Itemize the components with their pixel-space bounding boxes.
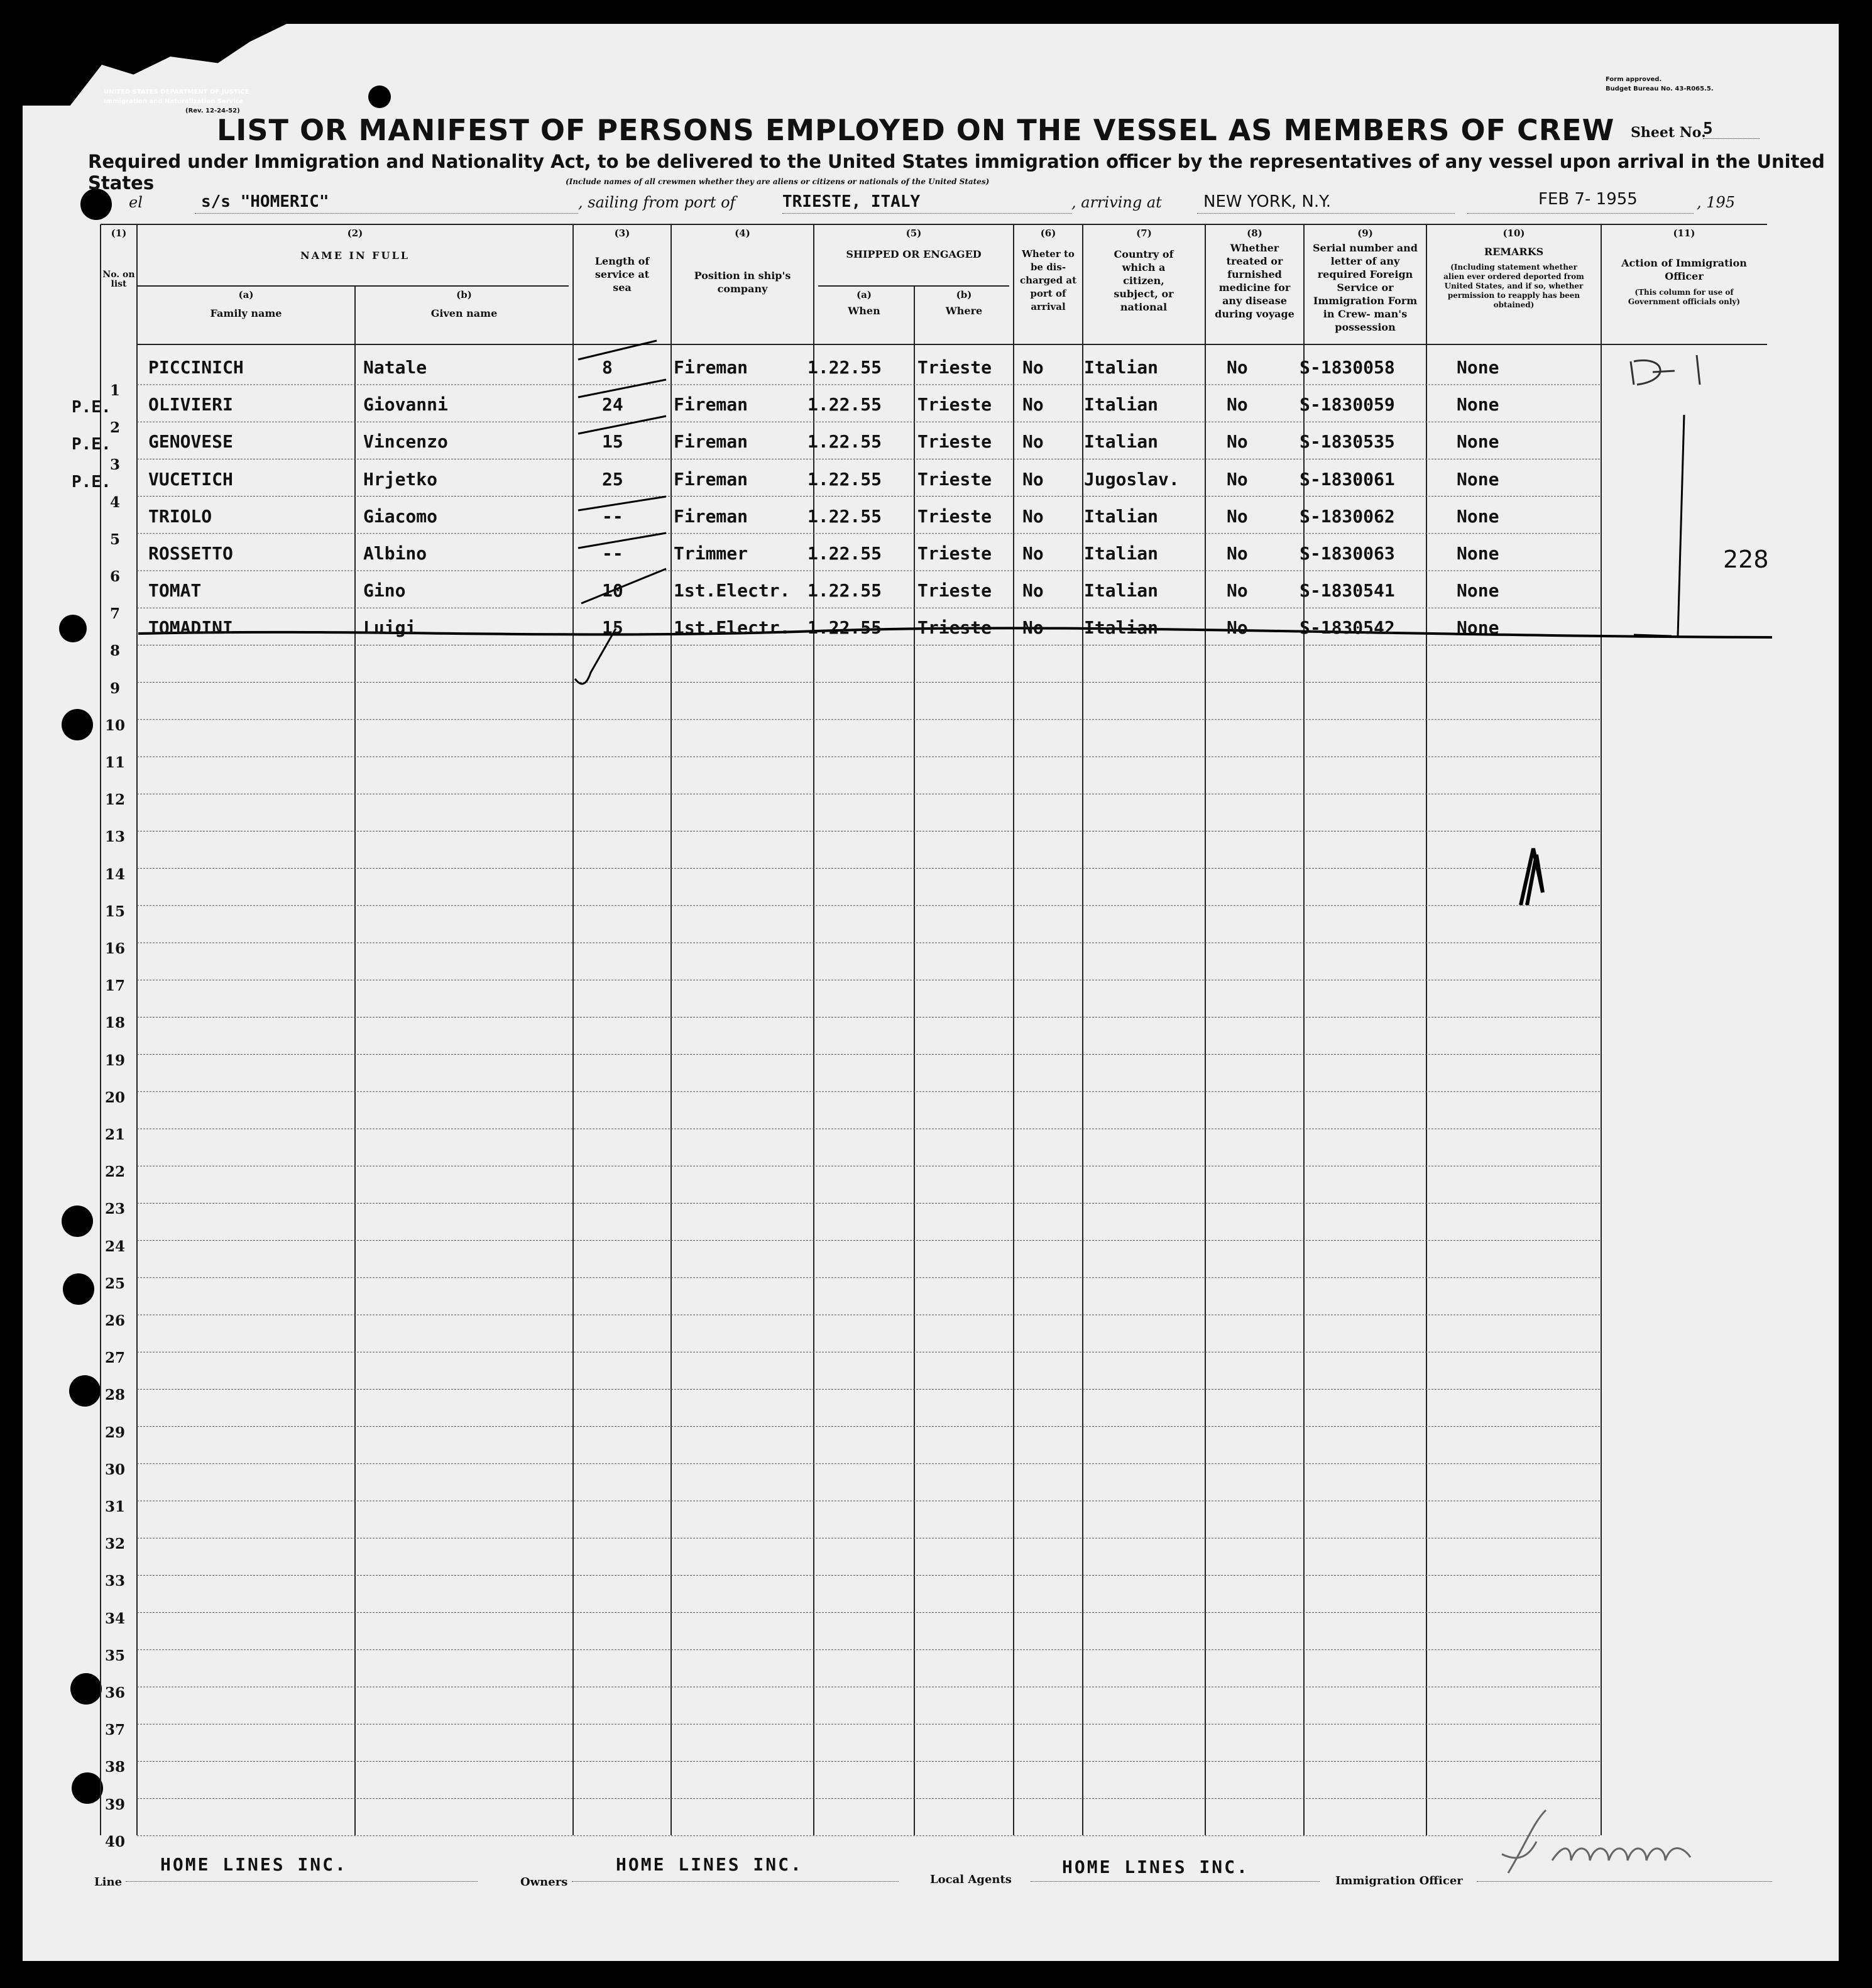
serial-number-cell: S-1830058 <box>1300 357 1395 378</box>
shipped-when-cell: 1.22.55 <box>807 543 882 564</box>
owners-underline <box>572 1881 899 1882</box>
col5-header: SHIPPED OR ENGAGED <box>846 248 982 260</box>
position-cell: Trimmer <box>674 543 748 564</box>
sheet-number: 5 <box>1703 119 1760 139</box>
col5a-number: (a) <box>857 289 872 300</box>
length-of-service-cell: 24 <box>602 394 623 415</box>
position-cell: Fireman <box>674 431 748 453</box>
given-name-cell: Gino <box>363 580 406 601</box>
length-of-service-cell: 15 <box>602 431 623 453</box>
col3-header: Length of service at sea <box>594 255 650 294</box>
country-cell: Italian <box>1084 394 1159 415</box>
serial-number-cell: S-1830061 <box>1300 468 1395 490</box>
pe-mark: P.E. <box>72 398 111 417</box>
serial-number-cell: S-1830059 <box>1300 394 1395 415</box>
row-number: 15 <box>104 903 125 920</box>
shipped-when-cell: 1.22.55 <box>807 394 882 415</box>
position-cell: Fireman <box>674 505 748 527</box>
shipped-where-cell: Trieste <box>917 357 992 378</box>
family-name-cell: PICCINICH <box>148 357 244 378</box>
family-name-cell: VUCETICH <box>148 468 233 490</box>
discharged-cell: No <box>1022 431 1044 453</box>
discharged-cell: No <box>1022 505 1044 527</box>
page-subtitle: Required under Immigration and Nationality Act, to be delivered to the United States immigration officer by the representatives of any vessel upon arrival in the United States <box>88 151 1825 194</box>
family-name-cell: TOMAT <box>148 580 202 601</box>
vessel-label: el <box>129 194 143 211</box>
pe-mark: P.E. <box>72 472 111 492</box>
length-of-service-cell: 25 <box>602 468 623 490</box>
discharged-cell: No <box>1022 468 1044 490</box>
sailing-label: , sailing from port of <box>578 194 736 211</box>
col5a-header: When <box>848 305 880 317</box>
shipped-when-cell: 1.22.55 <box>807 357 882 378</box>
row-number: 11 <box>104 754 125 771</box>
col5b-header: Where <box>945 305 983 317</box>
count-annotation: 228 <box>1723 546 1769 573</box>
length-of-service-cell: 10 <box>602 580 623 601</box>
col5b-number: (b) <box>956 289 972 300</box>
row-number: 1 <box>109 382 120 399</box>
col10-number: (10) <box>1503 228 1525 239</box>
row-number: 6 <box>109 568 120 585</box>
shipped-where-cell: Trieste <box>917 468 992 490</box>
treated-cell: No <box>1227 543 1248 564</box>
col5-number: (5) <box>906 228 922 239</box>
given-name-cell: Hrjetko <box>363 468 438 490</box>
treated-cell: No <box>1227 431 1248 453</box>
row-number: 36 <box>104 1684 125 1701</box>
treated-cell: No <box>1227 505 1248 527</box>
given-name-cell: Albino <box>363 543 427 564</box>
pe-mark: P.E. <box>72 435 111 454</box>
serial-number-cell: S-1830062 <box>1300 505 1395 527</box>
col10-header: REMARKS <box>1484 246 1544 258</box>
departure-port: TRIESTE, ITALY <box>782 192 921 211</box>
position-cell: Fireman <box>674 468 748 490</box>
shipped-where-cell: Trieste <box>917 580 992 601</box>
row-number: 14 <box>104 865 125 883</box>
row-number: 4 <box>109 493 120 511</box>
col8-header: Whether treated or furnished medicine for any disease during voyage <box>1215 242 1295 320</box>
row-number: 40 <box>104 1833 125 1850</box>
row-number: 16 <box>104 940 125 957</box>
agency-name: UNITED STATES DEPARTMENT OF JUSTICE <box>104 89 249 96</box>
col2a-number: (a) <box>238 289 254 300</box>
remarks-cell: None <box>1457 468 1499 490</box>
shipped-where-cell: Trieste <box>917 431 992 453</box>
remarks-cell: None <box>1457 505 1499 527</box>
serial-number-cell: S-1830541 <box>1300 580 1395 601</box>
row-number: 31 <box>104 1498 125 1515</box>
page-title: LIST OR MANIFEST OF PERSONS EMPLOYED ON THE VESSEL AS MEMBERS OF CREW <box>217 113 1615 147</box>
treated-cell: No <box>1227 394 1248 415</box>
position-cell: 1st.Electr. <box>674 580 791 601</box>
officer-underline <box>1477 1881 1772 1882</box>
row-number: 24 <box>104 1238 125 1255</box>
row-number: 39 <box>104 1796 125 1813</box>
position-cell: Fireman <box>674 357 748 378</box>
row-number: 8 <box>109 642 120 660</box>
officer-label: Immigration Officer <box>1335 1874 1463 1887</box>
country-cell: Italian <box>1084 617 1159 639</box>
remarks-cell: None <box>1457 394 1499 415</box>
shipped-where-cell: Trieste <box>917 617 992 639</box>
action-annotation <box>1629 352 1669 378</box>
row-number: 10 <box>104 717 125 734</box>
length-of-service-cell: 8 <box>602 357 613 378</box>
shipped-where-cell: Trieste <box>917 543 992 564</box>
shipped-when-cell: 1.22.55 <box>807 617 882 639</box>
budget-bureau: Budget Bureau No. 43-R065.5. <box>1606 85 1714 92</box>
col11-number: (11) <box>1673 228 1695 239</box>
col3-number: (3) <box>614 228 630 239</box>
col11-note: (This column for use of Government officials only) <box>1628 288 1741 306</box>
remarks-cell: None <box>1457 617 1499 639</box>
line-value: HOME LINES INC. <box>160 1854 348 1875</box>
family-name-cell: TRIOLO <box>148 505 212 527</box>
col9-header: Serial number and letter of any required Foreign Service or Immigration Form in Crew- man's possession <box>1312 242 1418 333</box>
row-number: 2 <box>109 419 120 437</box>
col11-header: Action of Immigration Officer <box>1621 257 1747 282</box>
owners-label: Owners <box>520 1875 568 1889</box>
service-name: Immigration and Naturalization Service <box>104 98 244 105</box>
discharged-cell: No <box>1022 617 1044 639</box>
remarks-cell: None <box>1457 431 1499 453</box>
row-number: 27 <box>104 1349 125 1367</box>
row-number: 38 <box>104 1759 125 1776</box>
shipped-when-cell: 1.22.55 <box>807 580 882 601</box>
form-approved: Form approved. <box>1606 76 1662 83</box>
discharged-cell: No <box>1022 580 1044 601</box>
sheet-label: Sheet No. <box>1631 124 1706 141</box>
agents-value: HOME LINES INC. <box>1062 1857 1249 1877</box>
country-cell: Italian <box>1084 357 1159 378</box>
owners-value: HOME LINES INC. <box>616 1854 803 1875</box>
row-number: 26 <box>104 1312 125 1329</box>
row-number: 20 <box>104 1089 125 1106</box>
line-underline <box>126 1881 478 1882</box>
serial-number-cell: S-1830542 <box>1300 617 1395 639</box>
shipped-when-cell: 1.22.55 <box>807 431 882 453</box>
family-name-cell: GENOVESE <box>148 431 233 453</box>
col6-number: (6) <box>1040 228 1056 239</box>
margin-scribble <box>1514 848 1538 892</box>
form-revision: (Rev. 12-24-52) <box>185 107 240 114</box>
col4-number: (4) <box>735 228 750 239</box>
row-number: 30 <box>104 1461 125 1478</box>
family-name-cell: ROSSETTO <box>148 543 233 564</box>
col7-header: Country of which a citizen, subject, or national <box>1114 248 1174 313</box>
row-number: 28 <box>104 1387 125 1404</box>
given-name-cell: Giovanni <box>363 394 448 415</box>
shipped-where-cell: Trieste <box>917 505 992 527</box>
col2b-header: Given name <box>430 307 498 319</box>
length-of-service-cell: 15 <box>602 617 623 639</box>
col1-header: No. on list <box>102 270 135 289</box>
row-number: 29 <box>104 1424 125 1441</box>
serial-number-cell: S-1830063 <box>1300 543 1395 564</box>
shipped-where-cell: Trieste <box>917 394 992 415</box>
row-number: 17 <box>104 977 125 995</box>
country-cell: Italian <box>1084 543 1159 564</box>
col7-number: (7) <box>1136 228 1152 239</box>
agents-underline <box>1031 1881 1320 1882</box>
col4-header: Position in ship's company <box>694 270 791 295</box>
row-number: 18 <box>104 1014 125 1032</box>
remarks-cell: None <box>1457 357 1499 378</box>
officer-signature <box>1502 1810 1766 1879</box>
line-label: Line <box>94 1875 123 1889</box>
treated-cell: No <box>1227 617 1248 639</box>
row-number: 3 <box>109 456 120 474</box>
country-cell: Jugoslav. <box>1084 468 1180 490</box>
col2-number: (2) <box>347 228 363 239</box>
year-suffix: , 195 <box>1697 194 1736 211</box>
shipped-when-cell: 1.22.55 <box>807 468 882 490</box>
family-name-cell: OLIVIERI <box>148 394 233 415</box>
country-cell: Italian <box>1084 580 1159 601</box>
agents-label: Local Agents <box>930 1873 1012 1886</box>
row-number: 34 <box>104 1610 125 1627</box>
treated-cell: No <box>1227 580 1248 601</box>
col6-header: Wheter to be dis- charged at port of arrival <box>1019 248 1077 312</box>
row-number: 32 <box>104 1535 125 1553</box>
col1-number: (1) <box>111 228 127 239</box>
row-number: 33 <box>104 1573 125 1590</box>
arrival-port: NEW YORK, N.Y. <box>1203 192 1332 211</box>
col2b-number: (b) <box>456 289 472 300</box>
remarks-cell: None <box>1457 543 1499 564</box>
position-cell: 1st.Electr. <box>674 617 791 639</box>
position-cell: Fireman <box>674 394 748 415</box>
row-number: 25 <box>104 1275 125 1292</box>
discharged-cell: No <box>1022 394 1044 415</box>
given-name-cell: Vincenzo <box>363 431 448 453</box>
row-number: 12 <box>104 791 125 809</box>
row-number: 37 <box>104 1722 125 1739</box>
row-number: 21 <box>104 1126 125 1143</box>
arriving-label: , arriving at <box>1071 194 1162 211</box>
treated-cell: No <box>1227 357 1248 378</box>
shipped-when-cell: 1.22.55 <box>807 505 882 527</box>
page-subnote: (Include names of all crewmen whether they are aliens or citizens or nationals of the United States) <box>566 177 990 186</box>
col2-header: NAME IN FULL <box>300 250 410 261</box>
discharged-cell: No <box>1022 357 1044 378</box>
row-number: 13 <box>104 828 125 846</box>
col8-number: (8) <box>1247 228 1262 239</box>
row-number: 5 <box>109 530 120 548</box>
remarks-cell: None <box>1457 580 1499 601</box>
discharged-cell: No <box>1022 543 1044 564</box>
col10-note: (Including statement whether alien ever ordered deported from United States, and if so, whether permission to reapply has been obtained) <box>1443 263 1584 309</box>
vessel-name: s/s "HOMERIC" <box>201 192 329 211</box>
row-number: 35 <box>104 1647 125 1664</box>
row-number: 22 <box>104 1163 125 1181</box>
country-cell: Italian <box>1084 431 1159 453</box>
arrival-date: FEB 7- 1955 <box>1538 190 1638 209</box>
length-of-service-cell: -- <box>602 543 623 564</box>
family-name-cell: TOMADINI <box>148 617 233 639</box>
row-number: 19 <box>104 1052 125 1069</box>
col2a-header: Family name <box>210 307 282 319</box>
given-name-cell: Natale <box>363 357 427 378</box>
given-name-cell: Giacomo <box>363 505 438 527</box>
row-number: 7 <box>109 605 120 623</box>
given-name-cell: Luigi <box>363 617 417 639</box>
treated-cell: No <box>1227 468 1248 490</box>
row-number: 9 <box>109 679 120 697</box>
length-of-service-cell: -- <box>602 505 623 527</box>
country-cell: Italian <box>1084 505 1159 527</box>
col9-number: (9) <box>1357 228 1373 239</box>
serial-number-cell: S-1830535 <box>1300 431 1395 453</box>
row-number: 23 <box>104 1200 125 1218</box>
